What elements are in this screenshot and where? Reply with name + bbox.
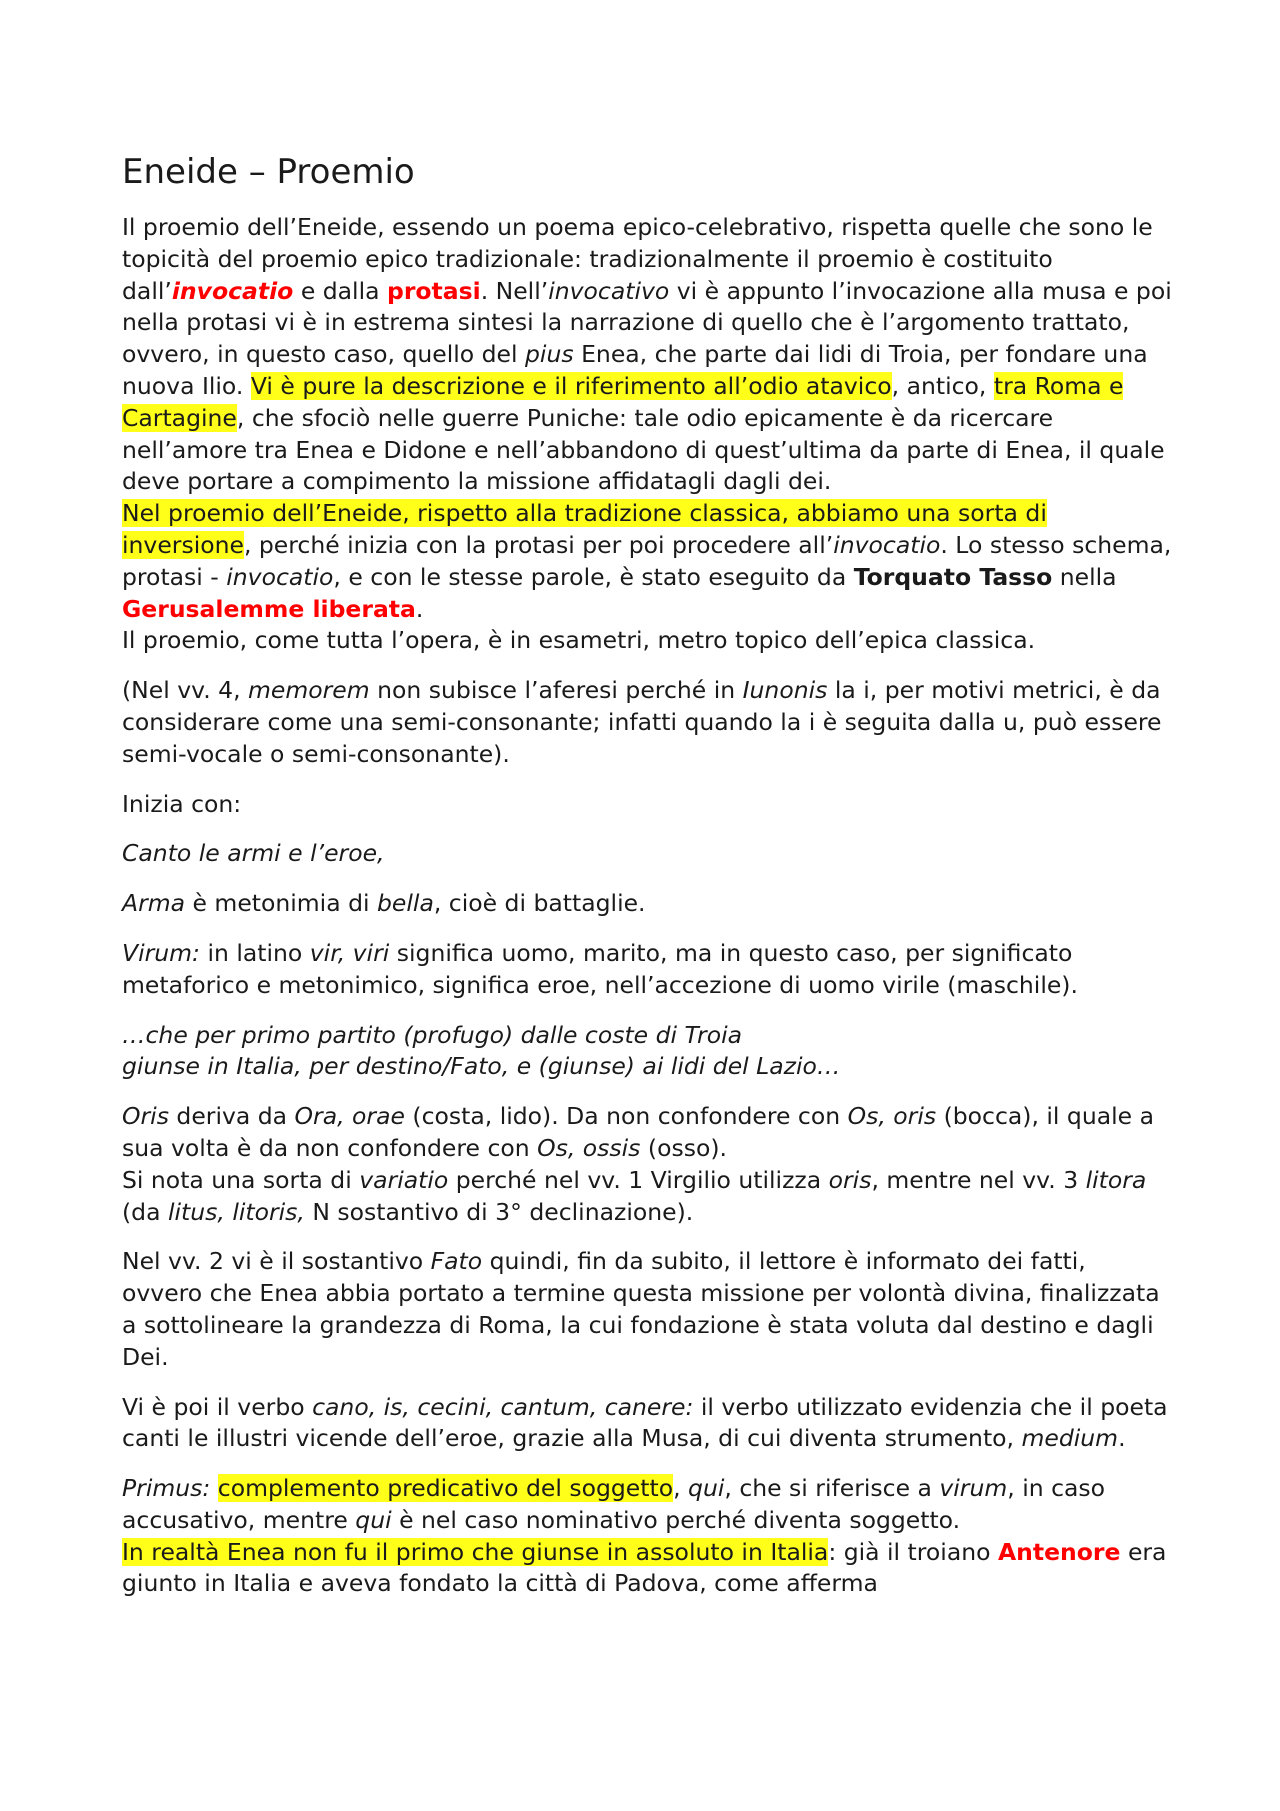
highlight: Nel proemio dell’Eneide, rispetto alla tradizione classica, abbiamo una sorta di inversione xyxy=(122,499,1047,559)
paragraph-oris: Oris deriva da Ora, orae (costa, lido). Da non confondere con Os, oris (bocca), il quale a sua volta è da non confondere con Os, ossis (osso). xyxy=(122,1102,1154,1162)
paragraph-metre: Il proemio, come tutta l’opera, è in esametri, metro topico dell’epica classica. xyxy=(122,626,1036,655)
paragraph-antenore: In realtà Enea non fu il primo che giunse in assoluto in Italia: già il troiano Antenore era giunto in Italia e aveva fondato la città di Padova, come afferma xyxy=(122,1537,1167,1598)
quote-canto: Canto le armi e l’eroe, xyxy=(122,839,385,868)
paragraph-inversion: Nel proemio dell’Eneide, rispetto alla tradizione classica, abbiamo una sorta di inversione, perché inizia con la protasi per poi procedere all’invocatio. Lo stesso schema, protasi - invocatio, e con le stesse parole, è stato eseguito da Torquato Tasso nella Gerusalemme liberata. xyxy=(122,499,1172,623)
paragraph-inizia: Inizia con: xyxy=(122,789,242,818)
paragraph-intro: Il proemio dell’Eneide, essendo un poema epico-celebrativo, rispetta quelle che sono le topicità del proemio epico tradizionale: tradizionalmente il proemio è costituito dall’invocatio e dalla protasi. Nell’invocativo vi è appunto l’invocazione alla musa e poi nella protasi vi è in estrema sintesi la narrazione di quello che è l’argomento trattato, ovvero, in questo caso, quello del pius Enea, che parte dai lidi di Troia, per fondare una nuova Ilio. Vi è pure la descrizione e il riferimento all’odio atavico, antico, tra Roma e Cartagine, che sfociò nelle guerre Puniche: tale odio epicamente è da ricercare nell’amore tra Enea e Didone e nell’abbandono di quest’ultima da parte di Enea, il quale deve portare a compimento la missione affidatagli dagli dei. xyxy=(122,213,1172,496)
quote-verses: …che per primo partito (profugo) dalle coste di Troia giunse in Italia, per destino/Fato, e (giunse) ai lidi del Lazio… xyxy=(122,1020,841,1081)
paragraph-cano: Vi è poi il verbo cano, is, cecini, cantum, canere: il verbo utilizzato evidenzia che il poeta canti le illustri vicende dell’eroe, grazie alla Musa, di cui diventa strumento, medium. xyxy=(122,1392,1168,1453)
highlight: complemento predicativo del soggetto xyxy=(217,1474,674,1503)
paragraph-arma: Arma è metonimia di bella, cioè di battaglie. xyxy=(122,889,646,918)
paragraph-note: (Nel vv. 4, memorem non subisce l’aferesi perché in Iunonis la i, per motivi metrici, è da considerare come una semi-consonante; infatti quando la i è seguita dalla u, può essere semi-vocale o semi-consonante). xyxy=(122,676,1162,768)
highlight: Vi è pure la descrizione e il riferimento all’odio atavico xyxy=(250,371,892,400)
paragraph-variatio: Si nota una sorta di variatio perché nel vv. 1 Virgilio utilizza oris, mentre nel vv. 3 litora (da litus, litoris, N sostantivo di 3° declinazione). xyxy=(122,1165,1147,1226)
page-title: Eneide – Proemio xyxy=(122,152,415,192)
highlight: tra Roma e Cartagine xyxy=(122,371,1124,432)
paragraph-primus: Primus: complemento predicativo del soggetto, qui, che si riferisce a virum, in caso accusativo, mentre qui è nel caso nominativo perché diventa soggetto. xyxy=(122,1474,1106,1534)
document-page xyxy=(122,150,1172,1600)
highlight: In realtà Enea non fu il primo che giunse in assoluto in Italia xyxy=(122,1537,829,1566)
paragraph-fato: Nel vv. 2 vi è il sostantivo Fato quindi, fin da subito, il lettore è informato dei fatti, ovvero che Enea abbia portato a termine questa missione per volontà divina, finalizzata a sottolineare la grandezza di Roma, la cui fondazione è stata voluta dal destino e dagli Dei. xyxy=(122,1247,1160,1371)
paragraph-virum: Virum: in latino vir, viri significa uomo, marito, ma in questo caso, per significato metaforico e metonimico, significa eroe, nell’accezione di uomo virile (maschile). xyxy=(122,938,1078,999)
